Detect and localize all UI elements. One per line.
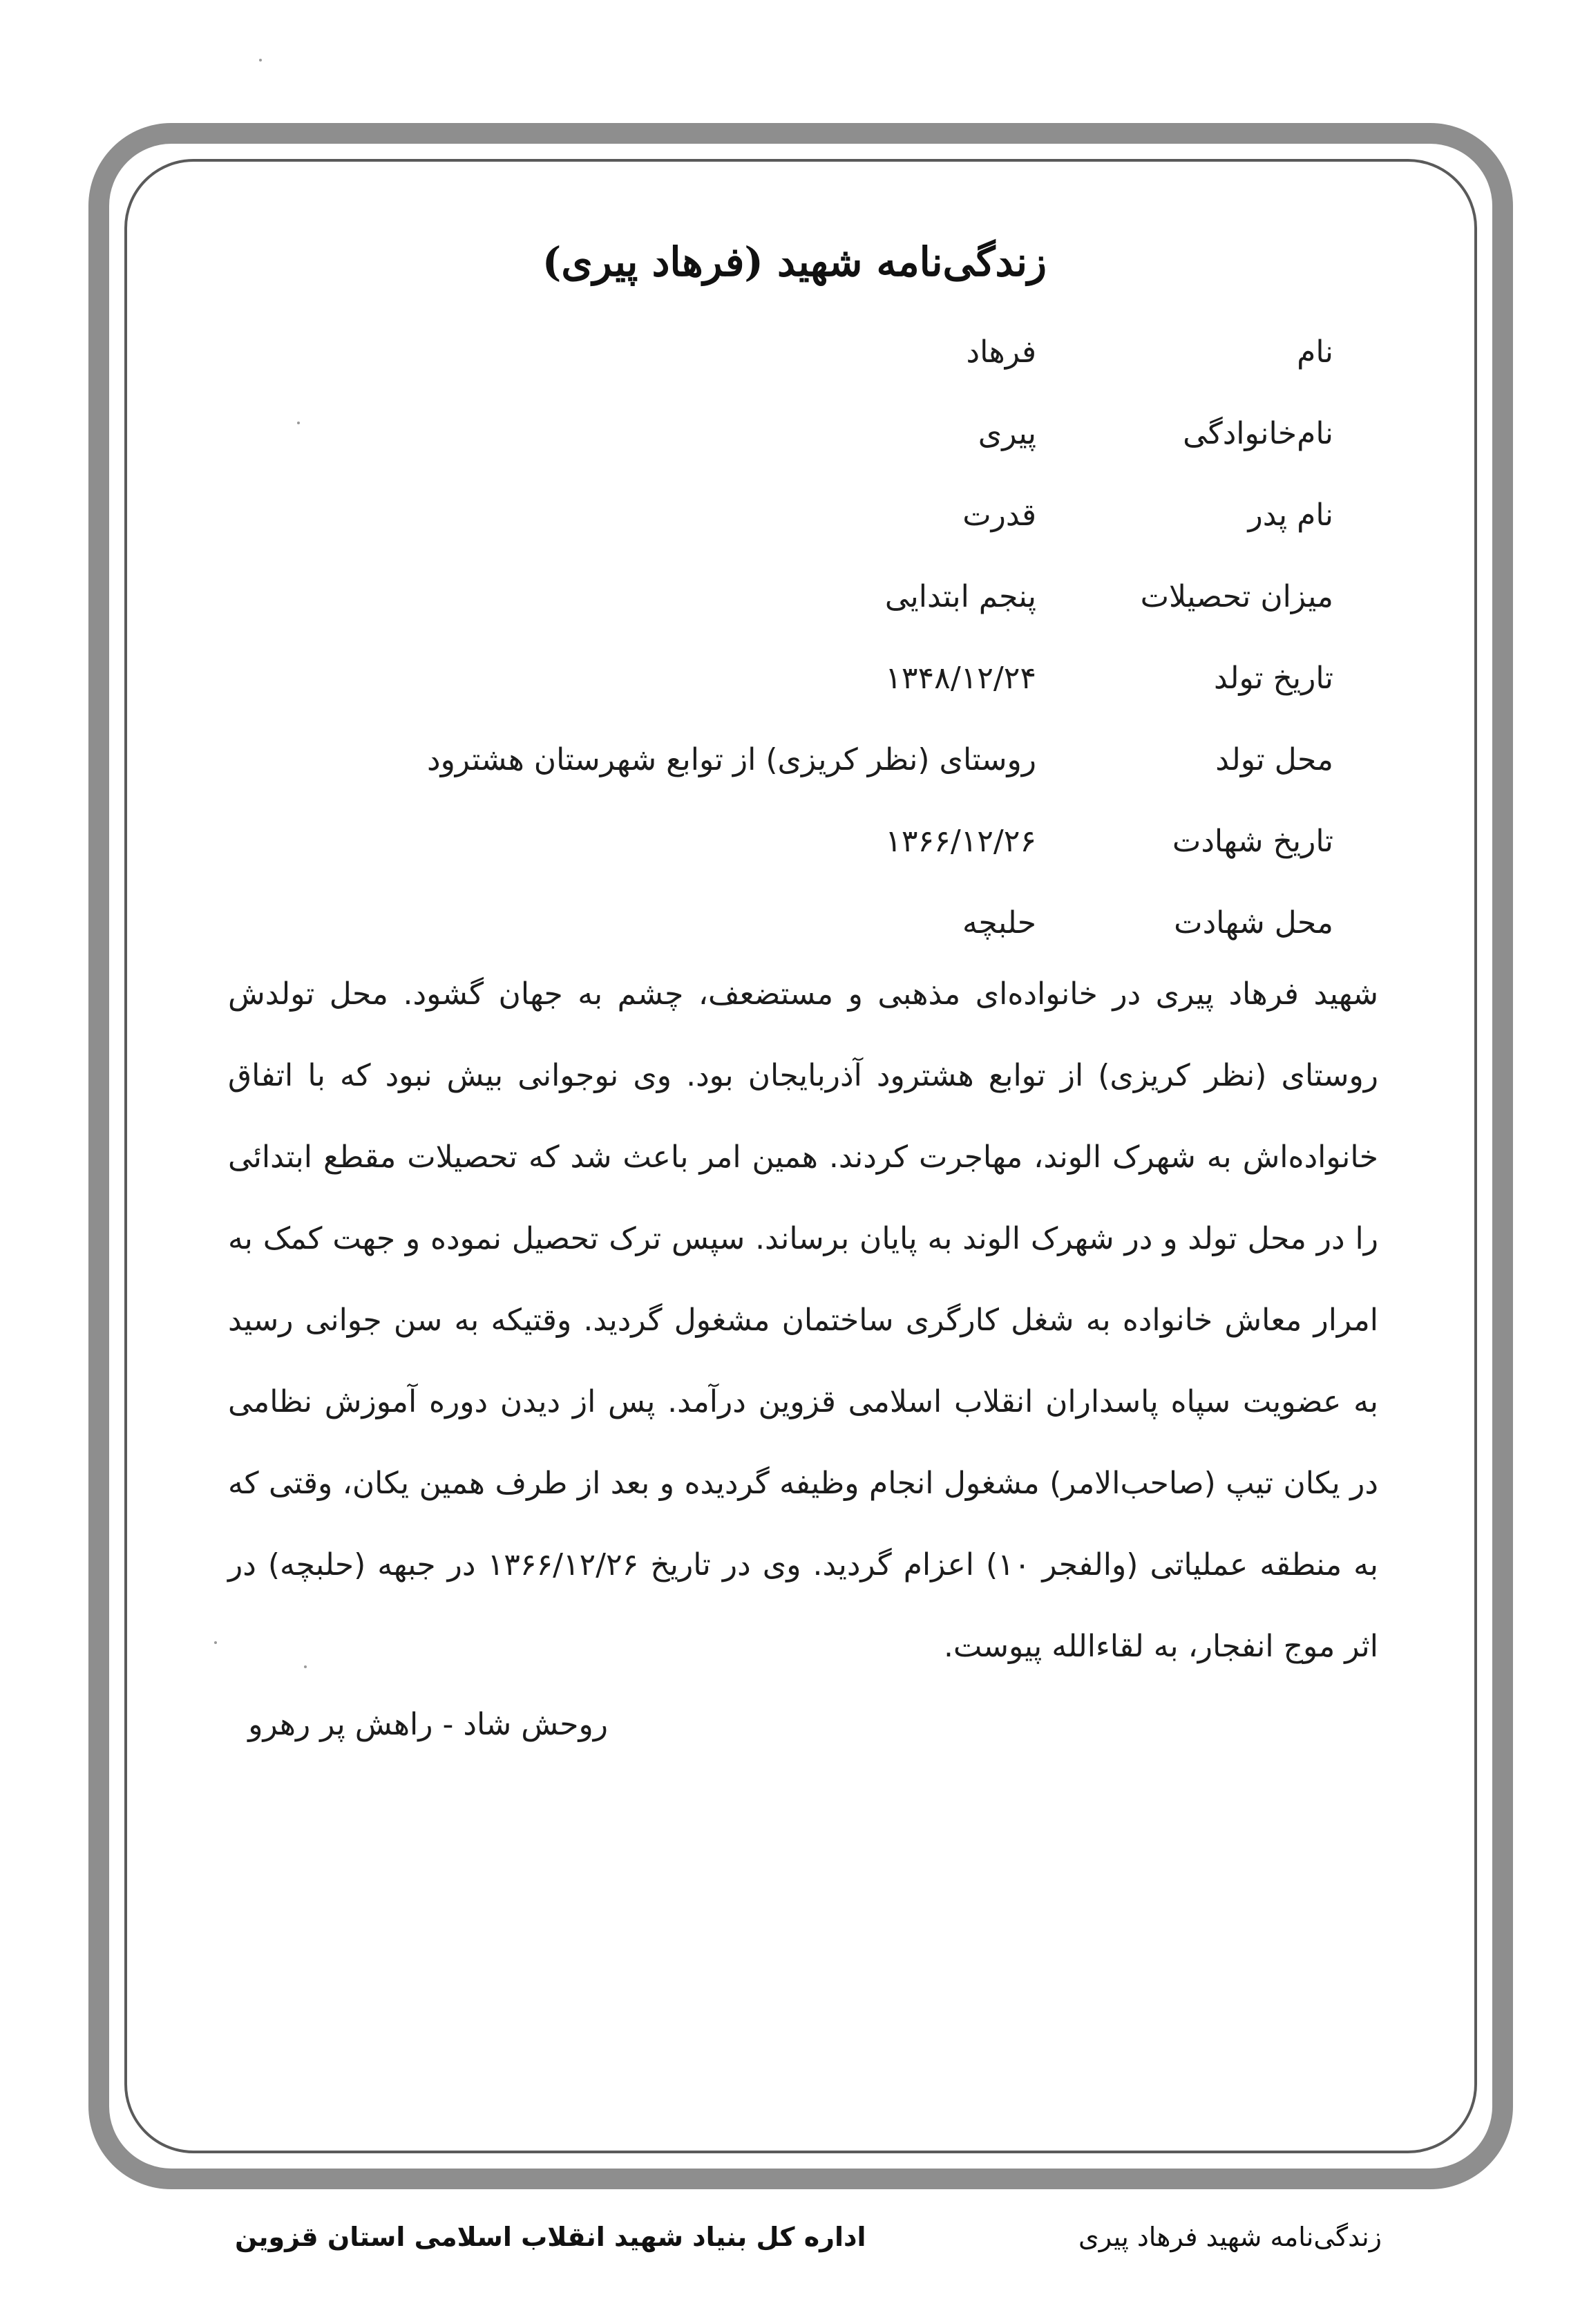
scan-speck (259, 59, 262, 62)
info-row-education (228, 556, 1333, 637)
info-value: پیری (978, 415, 1036, 451)
footer-document-name: زندگی‌نامه شهید فرهاد پیری (1078, 2222, 1382, 2252)
info-label: نام پدر (1248, 497, 1333, 533)
info-value: حلبچه (962, 905, 1036, 941)
info-value: قدرت (962, 497, 1036, 533)
info-label: تاریخ شهادت (1172, 823, 1333, 859)
document-title: زندگی‌نامه شهید (فرهاد پیری) (542, 238, 1047, 285)
personal-info-list (228, 311, 1333, 963)
info-label: میزان تحصیلات (1140, 578, 1333, 614)
info-label: نام‌خانوادگی (1183, 415, 1333, 451)
info-row-first-name (228, 311, 1333, 393)
info-value: پنجم ابتدایی (884, 578, 1036, 614)
info-label: محل تولد (1215, 741, 1333, 777)
biography-paragraph: شهید فرهاد پیری در خانواده‌ای مذهبی و مستضعف، چشم به جهان گشود. محل تولدش روستای (نظر کریزی) از توابع هشترود آذربایجان بود. وی نوجوانی بیش نبود که با اتفاق خانواده‌اش به شهرک الوند، مهاجرت کردند. همین امر باعث شد که تحصیلات مقطع ابتدائی را در محل تولد و در شهرک الوند به پایان برساند. سپس ترک تحصیل نموده و جهت کمک به امرار معاش خانواده به شغل کارگری ساختمان مشغول گردید. وقتیکه به سن جوانی رسید به عضویت سپاه پاسداران انقلاب اسلامی قزوین درآمد. پس از دیدن دوره آموزش نظامی در یکان تیپ (صاحب‌الامر) مشغول انجام وظیفه گردیده و بعد از طرف همین یکان، وقتی که به منطقه عملیاتی (والفجر ۱۰) اعزام گردید. وی در تاریخ ۱۳۶۶/۱۲/۲۶ در جبهه (حلبچه) در اثر موج انفجار، به لقاءالله پیوست. (228, 976, 1379, 1664)
info-row-martyrdom-place (228, 882, 1333, 963)
info-row-last-name (228, 393, 1333, 474)
info-row-father-name (228, 474, 1333, 556)
info-label: نام (1297, 334, 1333, 370)
scan-speck (304, 1665, 307, 1668)
info-row-martyrdom-date (228, 800, 1333, 882)
info-label: محل شهادت (1174, 905, 1333, 941)
footer-organization: اداره کل بنیاد شهید انقلاب اسلامی استان قزوین (235, 2222, 866, 2252)
info-row-birth-place (228, 719, 1333, 800)
closing-line: روحش شاد - راهش پر رهرو (248, 1707, 608, 1742)
scan-speck (214, 1641, 217, 1644)
info-label: تاریخ تولد (1213, 660, 1333, 696)
info-value: ۱۳۴۸/۱۲/۲۴ (885, 660, 1036, 696)
info-value: ۱۳۶۶/۱۲/۲۶ (885, 823, 1036, 859)
scan-speck (297, 422, 300, 424)
info-value: فرهاد (966, 334, 1036, 370)
info-value: روستای (نظر کریزی) از توابع شهرستان هشترود (426, 741, 1036, 777)
info-row-birth-date (228, 637, 1333, 719)
